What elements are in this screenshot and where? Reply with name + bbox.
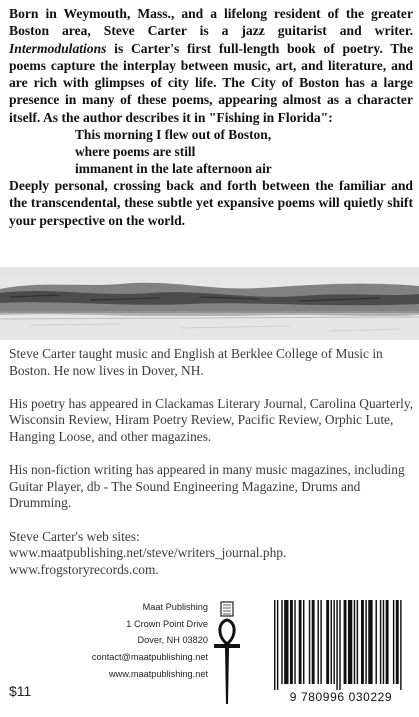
author-bio xyxy=(9,346,414,578)
price-label: $11 xyxy=(9,683,32,699)
barcode-bar xyxy=(318,600,319,684)
bio-paragraph: His non-fiction writing has appeared in many music magazines, including Guitar Player, db - The Sound Engineering Magazine, Drums and Drumming. xyxy=(9,462,405,511)
barcode-bar xyxy=(386,600,389,684)
barcode-bar xyxy=(400,600,401,690)
barcode-bar xyxy=(281,600,282,684)
barcode-bar xyxy=(326,600,329,684)
bio-paragraph: His poetry has appeared in Clackamas Literary Journal, Carolina Quarterly, Wisconsin Review, Hiram Poetry Review, Pacific Review, Orphic Lute, Hanging Loose, and other magazines. xyxy=(9,395,414,444)
barcode-bar xyxy=(383,600,384,684)
barcode-bars xyxy=(272,600,410,690)
barcode-bar xyxy=(320,600,321,684)
barcode-digits: 9 780996 030229 xyxy=(289,690,393,704)
blurb-paragraph-2: Deeply personal, crossing back and forth between the familiar and the transcendental, these subtle yet expansive poems will quietly shift your perspective on the world. xyxy=(9,178,413,228)
barcode-bar xyxy=(368,600,372,684)
barcode-bar xyxy=(339,600,340,690)
web-site-link[interactable]: www.maatpublishing.net/steve/writers_journal.php. xyxy=(9,545,287,561)
barcode-bar xyxy=(303,600,304,684)
barcode-bar xyxy=(357,600,358,684)
poem-line: immanent in the late afternoon air xyxy=(75,161,272,177)
barcode-bar xyxy=(294,600,295,684)
publisher-name: Maat Publishing xyxy=(142,602,208,612)
barcode-bar xyxy=(354,600,355,684)
publisher-info xyxy=(72,599,208,683)
publisher-website[interactable]: www.maatpublishing.net xyxy=(108,668,208,679)
book-title: Intermodulations xyxy=(9,40,107,56)
isbn-barcode xyxy=(268,598,414,712)
poem-line: This morning I flew out of Boston, xyxy=(75,127,272,143)
publisher-address-line: Dover, NH 03820 xyxy=(137,635,208,646)
barcode-bar xyxy=(333,600,334,684)
web-sites-label: Steve Carter's web sites: xyxy=(9,528,140,544)
blurb-description-text: is Carter's first full-length book of poetry. The poems capture the interplay between music, art, and literature, and are rich with glimpses of city life. The City of Boston has a large presence in many of these poems, appearing almost as a character itself. As the author describes it in "Fishing in Florida": xyxy=(9,40,413,125)
barcode-bar xyxy=(365,600,366,684)
barcode-bar xyxy=(284,600,288,684)
barcode-bar xyxy=(309,600,310,684)
ankh-logo-icon xyxy=(212,600,242,710)
barcode-bar xyxy=(361,600,364,684)
barcode-bar xyxy=(299,600,302,684)
barcode-bar xyxy=(344,600,347,684)
poem-line: where poems are still xyxy=(75,144,196,160)
barcode-bar xyxy=(396,600,399,684)
barcode-bar xyxy=(277,600,278,690)
barcode-bar xyxy=(331,600,332,684)
landscape-photo-art xyxy=(0,267,419,340)
barcode-bar xyxy=(380,600,381,684)
barcode-bar xyxy=(290,600,293,684)
landscape-photo xyxy=(0,267,419,340)
barcode-bar xyxy=(348,600,352,684)
bio-paragraph: Steve Carter taught music and English at Berklee College of Music in Boston. He now lives in Dover, NH. xyxy=(9,346,383,378)
barcode-bar xyxy=(312,600,315,684)
barcode-bar xyxy=(274,600,275,690)
publisher-email[interactable]: contact@maatpublishing.net xyxy=(91,652,208,663)
barcode-bar xyxy=(393,600,394,684)
blurb-paragraph-1 xyxy=(9,5,413,126)
web-site-link[interactable]: www.frogstoryrecords.com. xyxy=(9,561,159,577)
barcode-bar xyxy=(336,600,337,690)
publisher-address-line: 1 Crown Point Drive xyxy=(126,618,208,629)
back-cover-blurb xyxy=(9,5,413,229)
blurb-intro-text: Born in Weymouth, Mass., and a lifelong resident of the greater Boston area, Steve Carter is a jazz guitarist and writer. xyxy=(9,6,413,39)
barcode-bar xyxy=(376,600,377,684)
poem-excerpt xyxy=(75,126,413,177)
